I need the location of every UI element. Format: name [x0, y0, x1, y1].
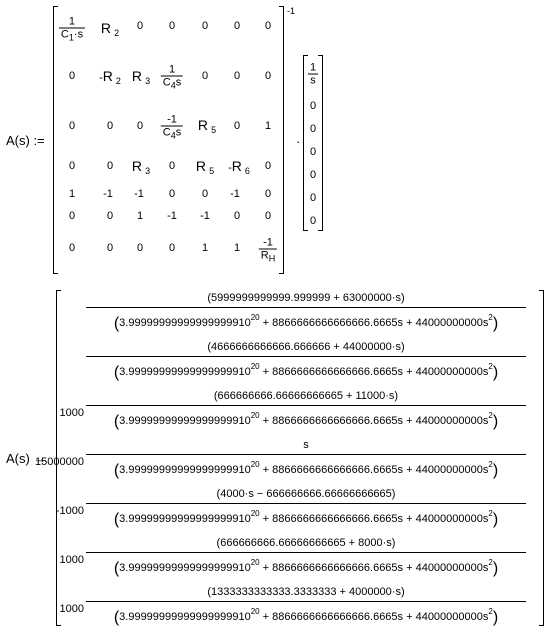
matrix-cell-r6c5: -1: [200, 210, 210, 222]
multiply-dot: ·: [296, 134, 301, 149]
result-coefficient: 1000: [59, 603, 84, 615]
vector-cell-5: 0: [309, 169, 317, 181]
result-numerator: (666666666.66666666665 + 8000·s): [216, 537, 396, 549]
result-right-bracket: [539, 290, 544, 626]
matrix-cell-r2c7: 0: [264, 70, 272, 82]
matrix-cell-r4c6: -R $_6$: [228, 158, 250, 176]
matrix-cell-r4c4: 0: [168, 160, 176, 172]
vector-cell-6: 0: [309, 192, 317, 204]
matrix-cell-r5c3: -1: [134, 188, 144, 200]
matrix-cell-r3c4: $\frac{-1}{C_4s}$: [162, 113, 182, 141]
result-denominator: $(3.99999999999999999910^{20} + 8866666666666666.6665s + 44000000000s^2)$: [113, 509, 499, 528]
matrix-left-bracket: [53, 6, 58, 274]
matrix-cell-r6c7: 0: [264, 210, 272, 222]
matrix-cell-r6c2: 0: [106, 210, 114, 222]
result-coefficient: 1000: [59, 407, 84, 419]
result-coefficient: -1000: [55, 505, 84, 517]
matrix-cell-r1c7: 0: [264, 20, 272, 32]
fraction-bar: [86, 601, 526, 602]
result-denominator: $(3.99999999999999999910^{20} + 8866666666666666.6665s + 44000000000s^2)$: [113, 313, 499, 332]
result-row: [55, 488, 526, 536]
matrix-right-bracket: [279, 6, 284, 274]
vector-cell-1: $\frac{1}{s}$: [309, 61, 317, 87]
matrix-cell-r2c5: 0: [201, 70, 209, 82]
vector-cell-7: 0: [309, 215, 317, 227]
result-numerator: (1333333333333.3333333 + 4000000·s): [207, 586, 405, 598]
matrix-cell-r7c3: 0: [136, 242, 144, 254]
matrix-cell-r7c1: 0: [68, 242, 76, 254]
matrix-cell-r2c2: -R $_2$: [99, 68, 121, 86]
matrix-cell-r7c5: 1: [201, 242, 209, 254]
matrix-cell-r5c6: -1: [230, 188, 240, 200]
vector-cell-3: 0: [309, 123, 317, 135]
matrix-cell-r4c5: R $_5$: [195, 158, 215, 176]
fraction-bar: [86, 307, 526, 308]
result-row: [35, 439, 526, 487]
result-coefficient: 1000: [59, 554, 84, 566]
matrix-cell-r3c7: 1: [264, 120, 272, 132]
inverse-exponent: -1: [287, 6, 296, 16]
matrix-cell-r5c5: 0: [201, 188, 209, 200]
matrix-cell-r1c4: 0: [168, 20, 176, 32]
fraction-bar: [86, 503, 526, 504]
matrix-cell-r4c1: 0: [68, 160, 76, 172]
fraction-bar: [86, 454, 526, 455]
matrix-cell-r7c7: $\frac{-1}{R_H}$: [260, 236, 276, 264]
matrix-cell-r1c6: 0: [233, 20, 241, 32]
matrix-cell-r3c6: 0: [233, 120, 241, 132]
matrix-cell-r4c2: 0: [106, 160, 114, 172]
matrix-cell-r6c6: 0: [233, 210, 241, 222]
matrix-cell-r2c3: R $_3$: [131, 68, 151, 86]
matrix-cell-r1c1: $\frac{1}{C_1\cdot s}$: [60, 15, 84, 43]
matrix-cell-r6c4: -1: [167, 210, 177, 222]
matrix-cell-r2c1: 0: [68, 70, 76, 82]
result-numerator: (4666666666666.666666 + 44000000·s): [207, 341, 405, 353]
result-lhs-label: A(s) →: [6, 451, 47, 466]
matrix-cell-r2c6: 0: [233, 70, 241, 82]
result-denominator: $(3.99999999999999999910^{20} + 8866666666666666.6665s + 44000000000s^2)$: [113, 558, 499, 577]
matrix-cell-r3c2: 0: [106, 120, 114, 132]
vector-cell-4: 0: [309, 146, 317, 158]
matrix-cell-r6c1: 0: [68, 210, 76, 222]
fraction-bar: [86, 405, 526, 406]
vector-cell-2: 0: [309, 100, 317, 112]
result-numerator: (666666666.66666666665 + 11000·s): [213, 390, 399, 402]
fraction-bar: [86, 552, 526, 553]
result-denominator: $(3.99999999999999999910^{20} + 8866666666666666.6665s + 44000000000s^2)$: [113, 460, 499, 479]
result-row: [59, 586, 526, 634]
matrix-cell-r1c2: R $_2$: [100, 20, 120, 38]
lhs-label: A(s) :=: [6, 133, 45, 148]
matrix-cell-r2c4: $\frac{1}{C_4s}$: [162, 63, 182, 91]
vector-right-bracket: [318, 55, 323, 231]
result-row: [59, 390, 526, 438]
result-numerator: (5999999999999.999999 + 63000000·s): [207, 292, 405, 304]
result-numerator: s: [303, 439, 309, 451]
matrix-cell-r3c5: R $_5$: [197, 117, 217, 135]
matrix-cell-r5c2: -1: [103, 188, 113, 200]
matrix-cell-r7c2: 0: [106, 242, 114, 254]
result-denominator: $(3.99999999999999999910^{20} + 8866666666666666.6665s + 44000000000s^2)$: [113, 362, 499, 381]
matrix-cell-r6c3: 1: [136, 210, 144, 222]
matrix-cell-r3c3: 0: [136, 120, 144, 132]
result-row: [86, 341, 526, 389]
result-numerator: (4000·s − 666666666.66666666665): [216, 488, 396, 500]
result-row: [59, 537, 526, 585]
result-row: [86, 292, 526, 340]
result-coefficient: 15000000: [35, 456, 84, 468]
matrix-cell-r1c5: 0: [201, 20, 209, 32]
result-denominator: $(3.99999999999999999910^{20} + 8866666666666666.6665s + 44000000000s^2)$: [113, 411, 499, 430]
matrix-cell-r4c3: R $_3$: [131, 158, 151, 176]
fraction-bar: [86, 356, 526, 357]
result-denominator: $(3.99999999999999999910^{20} + 8866666666666666.6665s + 44000000000s^2)$: [113, 607, 499, 626]
matrix-cell-r1c3: 0: [136, 20, 144, 32]
matrix-cell-r5c1: 1: [68, 188, 76, 200]
matrix-cell-r4c7: 0: [264, 160, 272, 172]
matrix-cell-r3c1: 0: [68, 120, 76, 132]
matrix-cell-r5c7: 0: [264, 188, 272, 200]
matrix-cell-r7c4: 0: [168, 242, 176, 254]
matrix-cell-r7c6: 1: [233, 242, 241, 254]
matrix-cell-r5c4: 0: [168, 188, 176, 200]
